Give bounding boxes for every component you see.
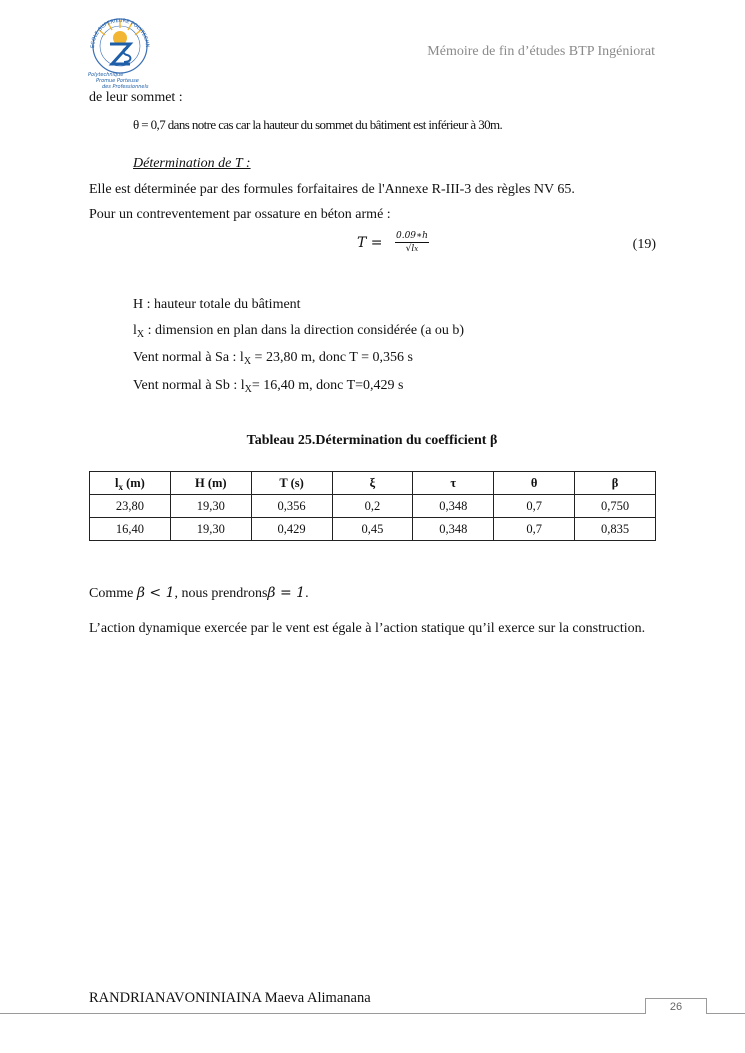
table-cell: 23,80 [90, 495, 171, 518]
university-logo [84, 14, 156, 90]
definition-h: H : hauteur totale du bâtiment [133, 297, 301, 312]
table-cell: 16,40 [90, 518, 171, 541]
formula-denominator-base: √l [405, 244, 415, 254]
table-cell: 0,45 [332, 518, 413, 541]
vent-sb-suffix: = 16,40 m, donc T=0,429 s [251, 378, 404, 393]
logo-caption-2: Promue Porteuse [96, 78, 139, 84]
table-header-cell: τ [413, 472, 494, 495]
header-lx-sub: x [118, 481, 123, 492]
table-cell: 0,835 [575, 518, 656, 541]
vent-sb-prefix: Vent normal à Sb : l [133, 378, 245, 393]
table-row [90, 495, 656, 518]
formula-lhs: T = [357, 234, 383, 251]
table-header-row [90, 472, 656, 495]
vent-sa-suffix: = 23,80 m, donc T = 0,356 s [251, 350, 413, 365]
table-cell: 0,2 [332, 495, 413, 518]
table-cell: 0,429 [251, 518, 332, 541]
conclusion-prefix: Comme [89, 586, 137, 601]
table-header-cell: H (m) [170, 472, 251, 495]
definition-lx-text: : dimension en plan dans la direction considérée (a ou b) [144, 323, 465, 338]
table-cell: 0,356 [251, 495, 332, 518]
table-cell: 19,30 [170, 495, 251, 518]
conclusion [89, 585, 655, 643]
table-row [90, 518, 656, 541]
definition-lx-symbol: l [133, 323, 137, 338]
coefficient-table [89, 471, 656, 541]
header-lx-symbol: l [114, 475, 119, 490]
t-intro-1: Elle est déterminée par des formules forfaitaires de l'Annexe R-III-3 des règles NV 65. [89, 182, 575, 197]
table-header-cell: β [575, 472, 656, 495]
vent-sa-prefix: Vent normal à Sa : l [133, 350, 244, 365]
formula-numerator: 0.09∗h [395, 231, 428, 241]
math-beta-less-one: β < 1 [136, 585, 175, 601]
logo-caption-1: Polytechnique [88, 72, 124, 78]
table-cell: 0,750 [575, 495, 656, 518]
formula-period [357, 231, 429, 254]
text-line-sommet: de leur sommet : [89, 90, 183, 105]
header-lx-unit: (m) [122, 475, 145, 490]
table-header-cell: ξ [332, 472, 413, 495]
vent-normal-sb [133, 377, 404, 396]
table-cell: 0,7 [494, 495, 575, 518]
table-cell: 19,30 [170, 518, 251, 541]
formula-denominator [395, 243, 429, 254]
formula-fraction [395, 231, 429, 254]
logo-caption-3: des Professionnels [102, 84, 149, 90]
theta-line: θ = 0,7 dans notre cas car la hauteur du sommet du bâtiment est inférieur à 30m. [133, 117, 503, 132]
vent-normal-sa [133, 349, 413, 368]
table-cell: 0,348 [413, 495, 494, 518]
table-header-cell: θ [494, 472, 575, 495]
conclusion-action: L’action dynamique exercée par le vent est égale à l’action statique qu’il exerce sur la construction. [89, 621, 646, 636]
equation-number: (19) [632, 237, 656, 252]
table-cell: 0,348 [413, 518, 494, 541]
table-header-cell: T (s) [251, 472, 332, 495]
footer-author: RANDRIANAVONINIAINA Maeva Alimanana [89, 990, 371, 1006]
logo-arc-text: ECOLE SUPERIEURE POLYTECHN [89, 17, 151, 49]
conclusion-beta [89, 584, 655, 603]
definition-lx-sub: X [136, 329, 145, 340]
header-title: Mémoire de fin d’études BTP Ingéniorat [427, 44, 655, 59]
formula-denominator-sub: x [414, 245, 419, 253]
t-heading: Détermination de T : [133, 156, 251, 171]
page-number: 26 [645, 998, 707, 1014]
table-cell: 0,7 [494, 518, 575, 541]
table-caption: Tableau 25.Détermination du coefficient β [246, 433, 498, 448]
vent-sb-sub: X [244, 384, 252, 395]
footer-divider [0, 1013, 745, 1014]
math-beta-equals-one: β = 1 [267, 585, 306, 601]
conclusion-end: . [305, 586, 309, 601]
table-header-cell [90, 472, 171, 495]
definition-lx [133, 322, 464, 341]
t-intro-2: Pour un contreventement par ossature en béton armé : [89, 207, 391, 222]
vent-sa-sub: X [243, 356, 252, 367]
conclusion-middle: , nous prendrons [174, 586, 268, 601]
